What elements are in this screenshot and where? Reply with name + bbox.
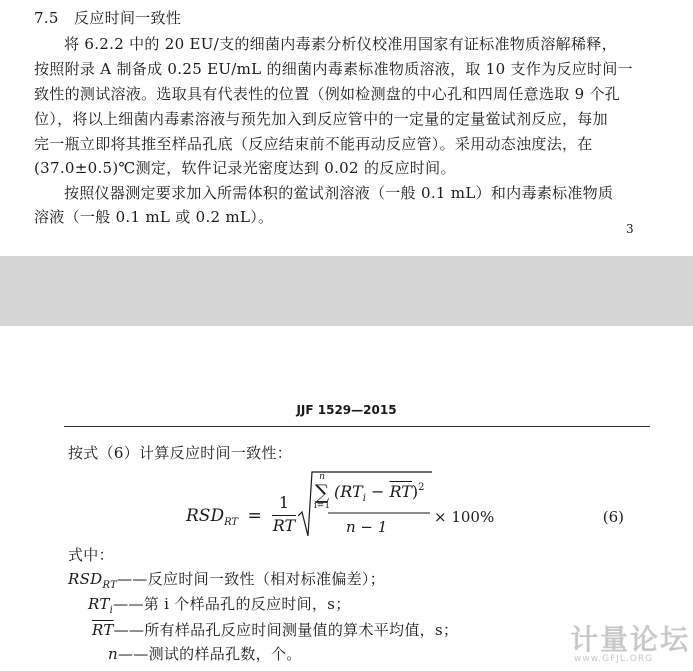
page-number: 3 — [626, 222, 634, 236]
paragraph1-line-2: 按照附录 A 制备成 0.25 EU/mL 的细菌内毒素标准物质溶液，取 10 支作为反应时间一 — [34, 60, 633, 78]
page-top — [0, 0, 693, 256]
paragraph2-line-1: 按照仪器测定要求加入所需体积的鲎试剂溶液（一般 0.1 mL）和内毒素标准物质 — [64, 184, 614, 202]
formula-fraction: 1 $\overline{RT}$ — [272, 493, 296, 535]
numerator-expression: $(RT_i - \overline{RT})^2$ — [334, 482, 425, 504]
denominator-expression: n − 1 — [346, 518, 388, 536]
paragraph1-line-6: (37.0±0.5)℃测定，软件记录光密度达到 0.02 的反应时间。 — [34, 159, 456, 177]
paragraph2-line-2: 溶液（一般 0.1 mL 或 0.2 mL）。 — [34, 208, 274, 226]
header-rule — [64, 426, 650, 427]
paragraph1-line-4: 位），将以上细菌内毒素溶液与预先加入到反应管中的一定量的定量鲎试剂反应，每加 — [34, 110, 608, 128]
summation: n ∑ i=1 — [313, 472, 331, 511]
equation-number: (6) — [602, 508, 624, 526]
paragraph1-line-5: 完一瓶立即将其推至样品孔底（反应结束前不能再动反应管）。采用动态浊度法，在 — [34, 135, 593, 153]
times-100-percent: × 100% — [434, 508, 495, 526]
formula-6 — [186, 470, 624, 540]
definition-rsd: $RSD_{RT}——$反应时间一致性（相对标准偏差）； — [68, 570, 386, 591]
page-header: JJF 1529—2015 — [296, 403, 397, 417]
watermark-logo: 计量论坛 www.GFJL.ORG — [570, 623, 691, 664]
paragraph1-line-3: 致性的测试溶液。选取具有代表性的位置（例如检测盘的中心孔和四周任意选取 9 个孔 — [34, 85, 621, 103]
formula-intro: 按式（6）计算反应时间一致性： — [68, 444, 293, 462]
paragraph1-line-1: 将 6.2.2 中的 20 EU/支的细菌内毒素分析仪校准用国家有证标准物质溶解稀释， — [64, 35, 617, 53]
section-heading: 7.5 反应时间一致性 — [34, 9, 182, 27]
definition-n: n——测试的样品孔数，个。 — [108, 645, 302, 663]
definition-rti: $RT_i——$第 i 个样品孔的反应时间，s； — [88, 595, 351, 616]
where-label: 式中： — [68, 546, 114, 564]
page-gap — [0, 256, 693, 326]
definition-rt-mean: $\overline{RT}——$所有样品孔反应时间测量值的算术平均值，s； — [92, 621, 459, 639]
formula-lhs: $RSD_{RT}$ = — [186, 506, 262, 528]
